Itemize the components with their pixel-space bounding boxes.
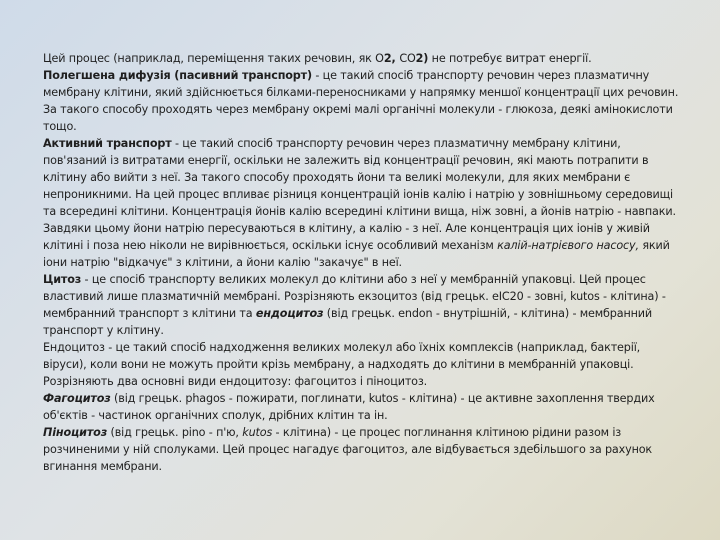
- text-run: Ендоцитоз - це такий спосіб надходження великих молекул або їхніх комплексів (наприклад, бактерії, віруси), коли вони не можуть пройти крізь мембрану, а надходять до клітини в мембранній упаковці. Розрізняють два основні види ендоцитозу: фагоцитоз і піноцитоз.: [43, 341, 641, 388]
- paragraph-phagocytosis: [43, 390, 683, 424]
- paragraph-endocytosis: [43, 339, 683, 390]
- text-run: - клітина) - це процес поглинання клітиною рідини разом із розчиненими у ній сполуками. Цей процес нагадує фагоцитоз, але відбувається здебільшого за рахунок вгинання мембрани.: [43, 426, 653, 473]
- text-run: Фагоцитоз: [43, 392, 111, 405]
- text-run: (від грецьк. phagos - пожирати, поглинати, kutos - клітина) - це активне захоплення твердих об'єктів - частинок органічних сполук, дрібних клітин та ін.: [43, 392, 655, 422]
- text-run: калій-натрієвого насосу,: [497, 239, 639, 252]
- text-run: Полегшена дифузія (пасивний транспорт): [43, 69, 312, 82]
- paragraph-pinocytosis: [43, 424, 683, 475]
- paragraph-diffusion-note: [43, 50, 683, 67]
- text-run: - це такий спосіб транспорту речовин через плазматичну мембрану клітини, який здійснюється білками-переносниками у напрямку меншої концентрації цих речовин. За такого способу проходять через мембрану окремі малі органічні молекули - глюкоза, деякі амінокислоти тощо.: [43, 69, 679, 133]
- paragraph-facilitated-diffusion: [43, 67, 683, 135]
- text-run: (від грецьк. endon - внутрішній, - клітина) - мембранний транспорт у клітину.: [43, 307, 653, 337]
- text-run: kutos: [242, 426, 273, 439]
- text-run: ендоцитоз: [255, 307, 324, 320]
- text-run: Активний транспорт: [43, 137, 172, 150]
- text-run: - це спосіб транспорту великих молекул до клітини або з неї у мембранній упаковці. Цей процес властивий лише плазматичній мембрані. Розрізняють екзоцитоз (від грецьк. еІС20 - зовні, kutos - клітина) - мембранний транспорт з клітини та: [43, 273, 666, 320]
- text-run: - це такий спосіб транспорту речовин через плазматичну мембрану клітини, пов'язаний із витратами енергії, оскільки не залежить від концентрації речовин, які мають потрапити в клітину або вийти з неї. За такого способу проходять йони та великі молекули, для яких мембрани є непроникними. На цей процес впливає різниця концентрацій іонів калію і натрію у зовнішньому середовищі та всередині клітини. Концентрація йонів калію всередині клітини вища, ніж зовні, а йонів натрію - навпаки. Завдяки цьому йони натрію пересуваються в клітину, а калію - з неї. Але концентрація цих іонів у живій клітині і поза нею ніколи не вирівнюється, оскільки існує особливий механізм: [43, 137, 676, 252]
- text-run: який іони натрію "відкачує" з клітини, а йони калію "закачує" в неї.: [43, 239, 670, 269]
- text-run: Піноцитоз: [43, 426, 108, 439]
- paragraph-active-transport: [43, 135, 683, 271]
- text-run: Цитоз: [43, 273, 82, 286]
- text-run: 2,: [383, 52, 400, 65]
- text-run: Цей процес (наприклад, переміщення таких речовин, як О: [43, 52, 384, 65]
- text-run: 2): [415, 52, 429, 65]
- text-run: не потребує витрат енергії.: [428, 52, 592, 65]
- text-run: (від грецьк. pino - п'ю,: [107, 426, 243, 439]
- text-block: [43, 50, 683, 475]
- paragraph-cytosis: [43, 271, 683, 339]
- text-run: СО: [399, 52, 416, 65]
